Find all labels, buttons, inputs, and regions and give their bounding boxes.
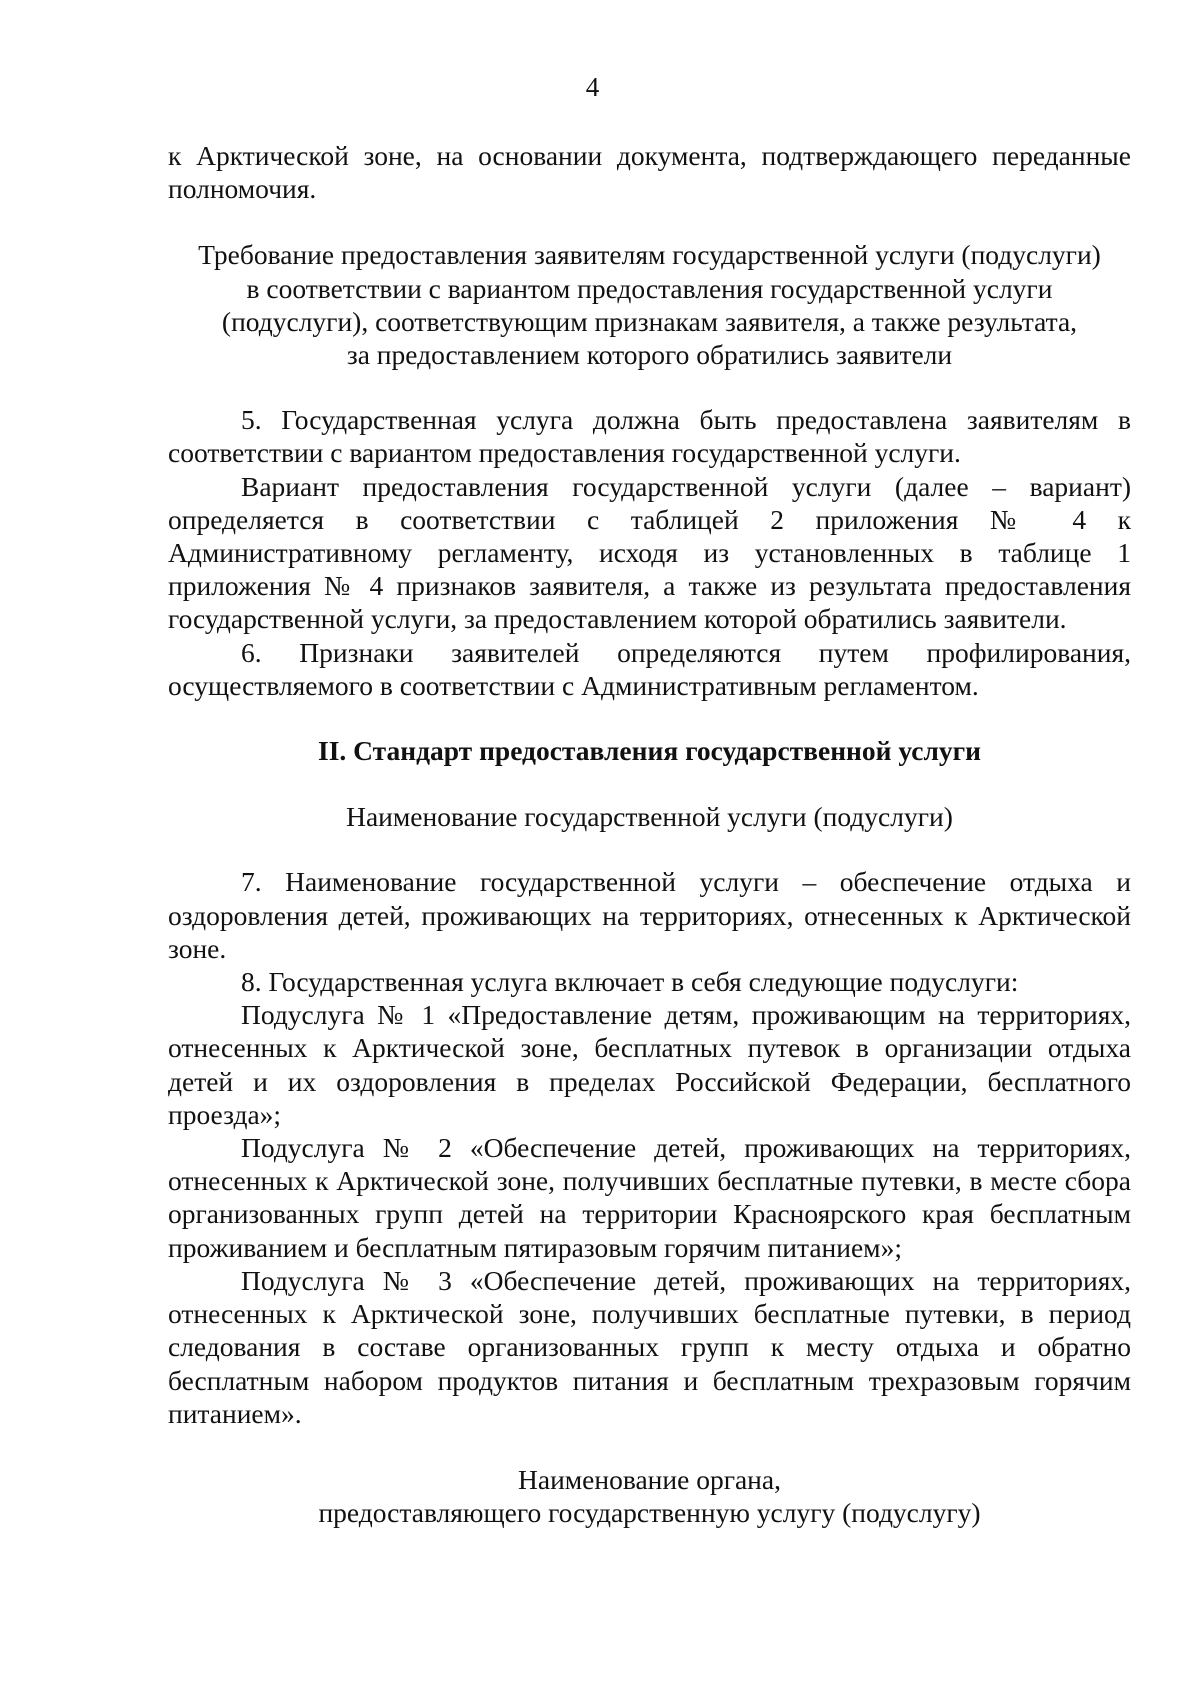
organ-heading-line-1: Наименование органа, xyxy=(518,1463,781,1495)
requirement-heading-line-4: за предоставлением которого обратились заявители xyxy=(346,339,953,371)
requirement-heading-line-3: (подуслуги), соответствующим признакам заявителя, а также результата, xyxy=(221,305,1078,337)
requirement-heading-line-1: Требование предоставления заявителям государственной услуги (подуслуги) xyxy=(198,239,1101,271)
requirement-heading-line-2: в соответствии с вариантом предоставления государственной услуги xyxy=(246,272,1053,304)
spacer xyxy=(168,205,1131,238)
paragraph-5: 5. Государственная услуга должна быть предоставлена заявителям в соответствии с вариантом предоставления государственной услуги. xyxy=(168,404,1131,469)
paragraph-7: 7. Наименование государственной услуги – обеспечение отдыха и оздоровления детей, проживающих на территориях, отнесенных к Арктической зоне. xyxy=(168,866,1131,964)
requirement-heading xyxy=(168,238,1131,371)
subservice-2: Подуслуга № 2 «Обеспечение детей, проживающих на территориях, отнесенных к Арктической зоне, получивших бесплатные путевки, в месте сбора организованных групп детей на территории Красноярского края бесплатным проживанием и бесплатным пятиразовым горячим питанием»; xyxy=(168,1132,1131,1263)
section-two-title: II. Стандарт предоставления государственной услуги xyxy=(318,735,981,767)
organ-heading-line-2: предоставляющего государственную услугу (подуслугу) xyxy=(318,1497,981,1529)
subservice-1: Подуслуга № 1 «Предоставление детям, проживающим на территориях, отнесенных к Арктической зоне, бесплатных путевок в организации отдыха детей и их оздоровления в пределах Российской Федерации, бесплатного проезда»; xyxy=(168,999,1131,1130)
spacer xyxy=(168,702,1131,734)
document-body xyxy=(168,139,1131,1529)
paragraph-6: 6. Признаки заявителей определяются путем профилирования, осуществляемого в соответствии с Административным регламентом. xyxy=(168,636,1131,701)
paragraph-variant: Вариант предоставления государственной услуги (далее – вариант) определяется в соответствии с таблицей 2 приложения № 4 к Административному регламенту, исходя из установленных в таблице 1 приложения № 4 признаков заявителя, а также из результата предоставления государственной услуги, за предоставлением которой обратились заявители. xyxy=(168,470,1131,635)
section-two-subtitle: Наименование государственной услуги (подуслуги) xyxy=(346,801,953,833)
spacer xyxy=(168,1430,1131,1463)
intro-paragraph: к Арктической зоне, на основании документа, подтверждающего переданные полномочия. xyxy=(168,140,1131,205)
paragraph-8: 8. Государственная услуга включает в себя следующие подуслуги: xyxy=(241,966,1019,998)
spacer xyxy=(168,767,1131,800)
page-number: 4 xyxy=(585,72,600,102)
subservice-3: Подуслуга № 3 «Обеспечение детей, проживающих на территориях, отнесенных к Арктической зоне, получивших бесплатные путевки, в период следования в составе организованных групп к месту отдыха и обратно бесплатным набором продуктов питания и бесплатным трехразовым горячим питанием». xyxy=(168,1264,1131,1429)
organ-heading xyxy=(168,1463,1131,1529)
spacer xyxy=(168,371,1131,403)
spacer xyxy=(168,833,1131,865)
